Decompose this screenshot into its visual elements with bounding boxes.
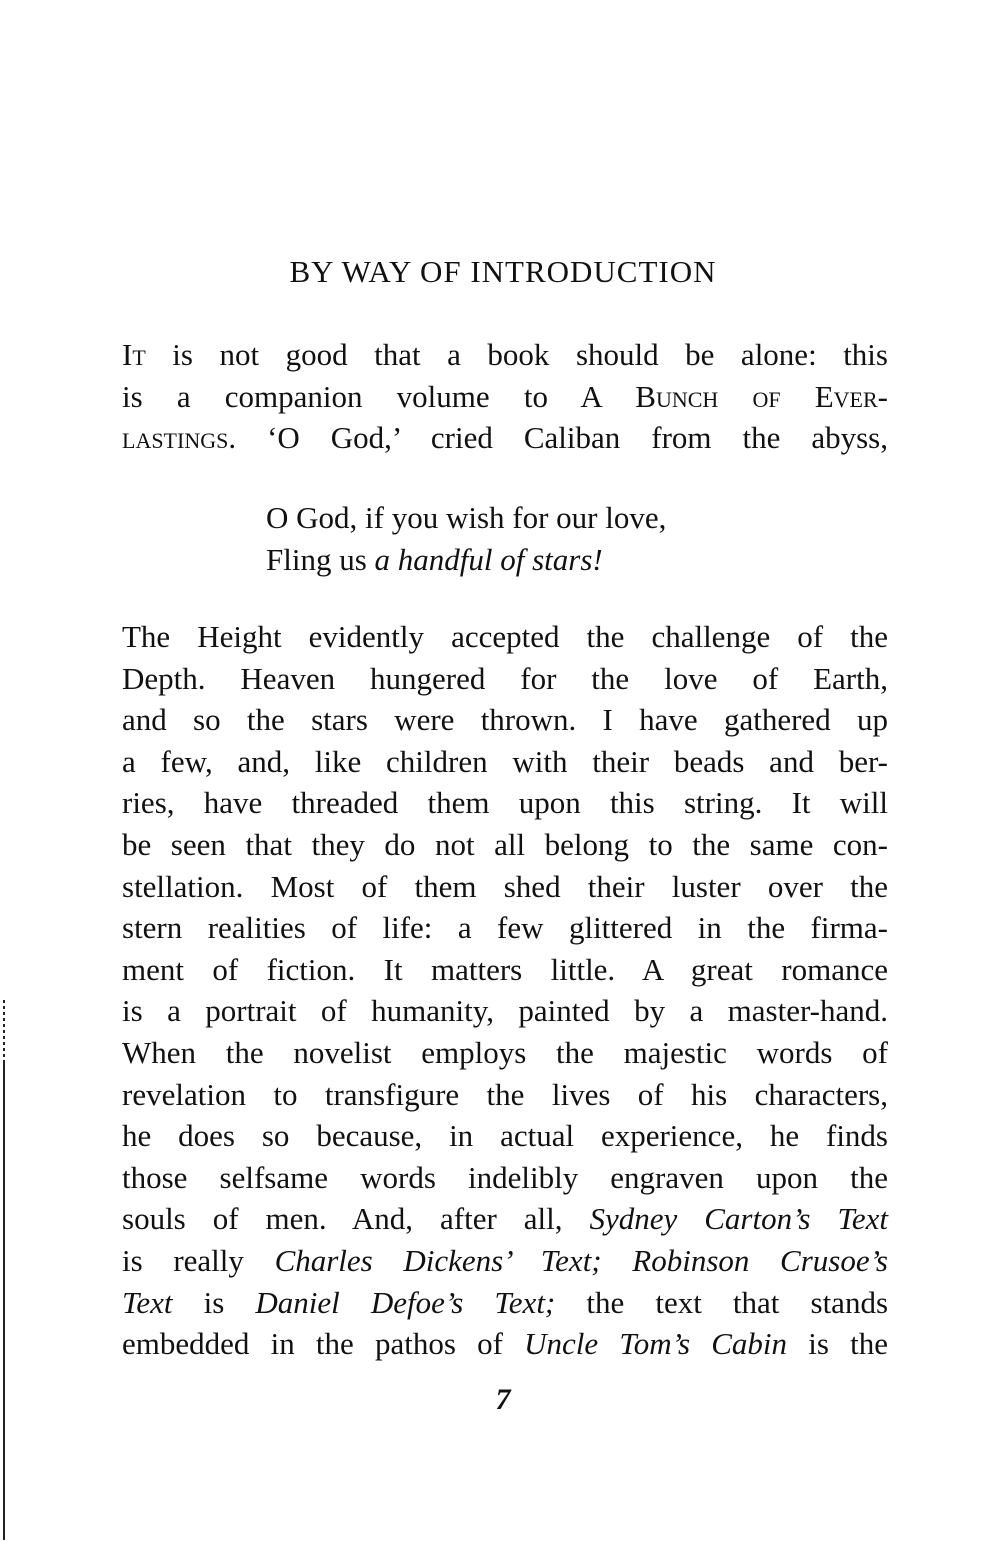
text-run: stellation. Most of them shed their luster over the [122,868,888,904]
text-line [122,782,888,824]
text-line [122,949,888,991]
text-line [122,1282,888,1324]
text-run: the text that stands [555,1284,889,1320]
text-line [122,417,888,459]
italic-text: Text [122,1284,173,1320]
text-line [122,1198,888,1240]
text-run: is really [122,1242,275,1278]
text-run: and so the stars were thrown. I have gathered up [122,702,888,738]
small-caps-text: lastings. [122,420,237,456]
text-line [122,990,888,1032]
text-run: Fling us [266,541,375,577]
text-run: a few, and, like children with their beads and ber- [122,743,888,779]
text-line [122,741,888,783]
small-caps-text: It [122,337,146,372]
margin-scan-line [3,1000,5,1060]
italic-text: Uncle Tom’s Cabin [524,1326,788,1362]
text-run: revelation to transfigure the lives of his characters, [122,1076,888,1112]
text-run: those selfsame words indelibly engraven upon the [122,1159,888,1195]
text-run: The Height evidently accepted the challenge of the [122,619,888,654]
text-run: is not good that a book should be alone: this [145,337,888,372]
text-run: ‘O God,’ cried Caliban from the abyss, [236,420,888,456]
page-number: 7 [495,1383,511,1416]
text-line [266,497,666,539]
text-run: ment of fiction. It matters little. A great romance [122,951,888,987]
text-line [122,866,888,908]
chapter-title: BY WAY OF INTRODUCTION [289,254,717,289]
text-line [122,824,888,866]
text-run: O God, if you wish for our love, [266,500,667,535]
verse-quote [266,497,666,580]
text-line [122,907,888,949]
text-run: is [172,1284,256,1320]
text-run: be seen that they do not all belong to the same con- [122,826,888,862]
text-run: embedded in the pathos of [122,1326,525,1362]
margin-scan-line [3,1060,5,1540]
text-line [122,1240,888,1282]
text-line [122,699,888,741]
text-line [122,1323,888,1365]
small-caps-text: Bunch of Ever- [635,378,888,414]
paragraph-main [122,616,888,1365]
paragraph-intro [122,334,888,459]
text-run: is the [787,1326,888,1362]
text-line [122,1115,888,1157]
text-line [122,334,888,376]
text-run: When the novelist employs the majestic words of [122,1034,888,1070]
text-run: ries, have threaded them upon this string. It will [122,785,888,821]
text-run: is a portrait of humanity, painted by a master-hand. [122,993,888,1029]
text-line [122,616,888,658]
text-run: stern realities of life: a few glittered in the firma- [122,910,888,946]
text-run: he does so because, in actual experience, he finds [122,1118,888,1154]
italic-text: Sydney Carton’s Text [589,1201,888,1237]
text-run: souls of men. And, after all, [122,1201,590,1237]
text-line [122,1157,888,1199]
text-line [122,1074,888,1116]
text-run: is a companion volume to A [122,378,636,414]
text-line [122,1032,888,1074]
text-run: Depth. Heaven hungered for the love of Earth, [122,660,888,696]
text-line [122,376,888,418]
italic-text: Daniel Defoe’s Text; [255,1284,556,1320]
text-line [266,539,666,581]
italic-text: Charles Dickens’ Text; Robinson Crusoe’s [274,1242,889,1278]
text-line [122,658,888,700]
italic-text: a handful of stars! [374,541,603,577]
